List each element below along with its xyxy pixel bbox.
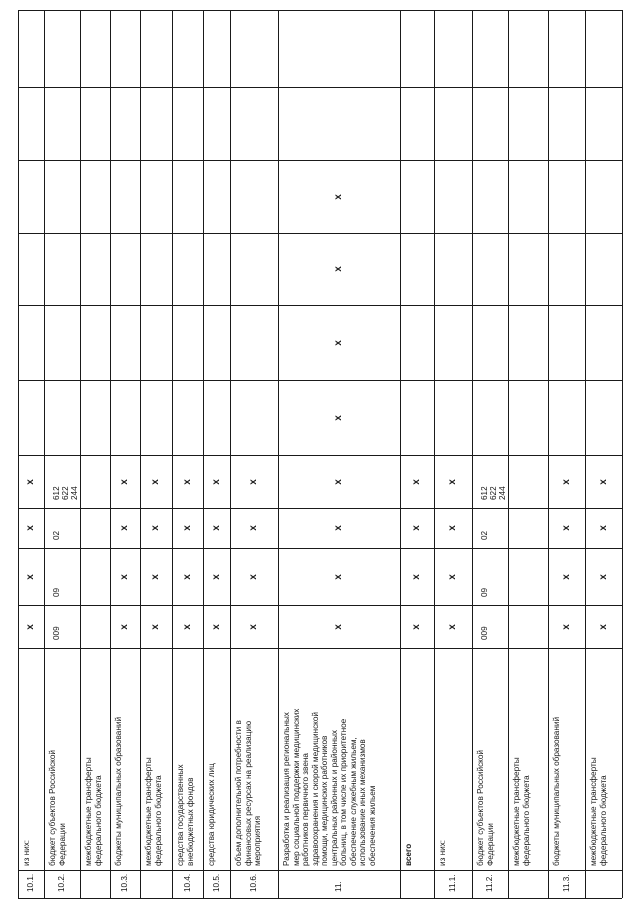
- row-name: бюджеты муниципальных образований: [114, 716, 123, 866]
- not-applicable-mark: x: [210, 573, 222, 580]
- row-name: бюджет субъектов Российской Федерации: [476, 750, 495, 866]
- row-number: 10.4.: [182, 873, 192, 892]
- not-applicable-mark: x: [181, 573, 193, 580]
- not-applicable-mark: x: [119, 623, 130, 630]
- not-applicable-mark: x: [560, 573, 572, 580]
- row-name: бюджеты муниципальных образований: [552, 716, 561, 866]
- row-number: 10.2.: [57, 873, 66, 892]
- row-name: средства государственных внебюджетных фондов: [176, 764, 195, 866]
- row-name: межбюджетные трансферты федерального бюджета: [84, 757, 103, 866]
- row-border-line: [400, 10, 401, 898]
- not-applicable-mark: x: [181, 525, 193, 531]
- not-applicable-mark: x: [597, 573, 609, 580]
- column-border-line: [18, 160, 622, 161]
- row-name: из них:: [438, 839, 447, 866]
- not-applicable-mark: x: [560, 525, 572, 531]
- row-border-line: [140, 10, 141, 898]
- not-applicable-mark: x: [25, 525, 36, 531]
- row-name: бюджет субъектов Российской Федерации: [48, 750, 67, 866]
- column-border-line: [18, 10, 622, 11]
- not-applicable-mark: x: [597, 623, 609, 630]
- row-name: из них:: [22, 839, 31, 866]
- not-applicable-mark: x: [333, 525, 344, 531]
- row-number: 10.3.: [120, 873, 129, 892]
- column-border-line: [18, 87, 622, 88]
- row-name: межбюджетные трансферты федерального бюджета: [589, 757, 608, 866]
- row-border-line: [203, 10, 204, 898]
- not-applicable-mark: x: [333, 266, 344, 272]
- not-applicable-mark: x: [181, 623, 193, 630]
- not-applicable-mark: x: [411, 573, 422, 580]
- not-applicable-mark: x: [333, 193, 344, 200]
- column-border-line: [18, 455, 622, 456]
- not-applicable-mark: x: [333, 339, 344, 346]
- row-number: 11.2.: [485, 874, 494, 892]
- row-name: межбюджетные трансферты федерального бюджета: [512, 757, 531, 866]
- row-number: 10.1.: [26, 873, 35, 892]
- row-number: 10.6.: [249, 873, 258, 892]
- row-name: средства юридических лиц: [207, 763, 216, 866]
- not-applicable-mark: x: [447, 623, 458, 630]
- not-applicable-mark: x: [210, 525, 222, 531]
- budget-code: 09: [480, 587, 489, 597]
- not-applicable-mark: x: [248, 525, 259, 531]
- not-applicable-mark: x: [597, 525, 609, 531]
- row-number: 11.: [334, 881, 343, 892]
- row-name: объем дополнительной потребности в финансовых ресурсах на реализацию мероприятия: [234, 720, 262, 866]
- not-applicable-mark: x: [25, 573, 36, 580]
- budget-code: 009: [52, 626, 61, 640]
- not-applicable-mark: x: [333, 573, 344, 580]
- column-border-line: [18, 870, 622, 871]
- not-applicable-mark: x: [447, 525, 458, 531]
- column-border-line: [18, 233, 622, 234]
- row-border-line: [548, 10, 549, 898]
- row-border-line: [585, 10, 586, 898]
- row-border-line: [18, 10, 19, 898]
- row-border-line: [172, 10, 173, 898]
- not-applicable-mark: x: [411, 623, 422, 630]
- not-applicable-mark: x: [411, 525, 422, 531]
- row-name: всего: [404, 843, 413, 866]
- not-applicable-mark: x: [25, 478, 36, 485]
- not-applicable-mark: x: [333, 414, 344, 421]
- row-number: 11.1.: [448, 874, 457, 892]
- row-name: Разработка и реализация региональных мер социальной поддержки медицинских работников первичного звена здравоохранения и скорой медицинской помощи, медицинских работников центральных районных и районных больниц, в том числе их приоритетное обеспечение служебным жильем, использование иных механизмов обеспечения жильем: [282, 708, 377, 866]
- not-applicable-mark: x: [560, 623, 572, 630]
- not-applicable-mark: x: [150, 525, 161, 531]
- budget-code: 09: [52, 587, 61, 597]
- not-applicable-mark: x: [447, 478, 458, 485]
- budget-code: 009: [480, 626, 489, 640]
- row-border-line: [44, 10, 45, 898]
- not-applicable-mark: x: [210, 478, 222, 485]
- row-border-line: [508, 10, 509, 898]
- not-applicable-mark: x: [150, 478, 161, 485]
- not-applicable-mark: x: [248, 478, 259, 485]
- not-applicable-mark: x: [181, 478, 193, 485]
- row-border-line: [80, 10, 81, 898]
- not-applicable-mark: x: [119, 478, 130, 485]
- not-applicable-mark: x: [447, 573, 458, 580]
- budget-code: 02: [480, 530, 489, 540]
- not-applicable-mark: x: [560, 478, 572, 485]
- not-applicable-mark: x: [333, 478, 344, 485]
- budget-code: 612 622 244: [480, 486, 507, 500]
- row-number: 11.3.: [561, 874, 571, 892]
- not-applicable-mark: x: [25, 623, 36, 630]
- not-applicable-mark: x: [119, 573, 130, 580]
- not-applicable-mark: x: [150, 573, 161, 580]
- column-border-line: [18, 648, 622, 649]
- not-applicable-mark: x: [333, 623, 344, 630]
- column-border-line: [18, 305, 622, 306]
- not-applicable-mark: x: [411, 478, 422, 485]
- row-border-line: [230, 10, 231, 898]
- row-border-line: [434, 10, 435, 898]
- row-name: межбюджетные трансферты федерального бюджета: [144, 757, 163, 866]
- column-border-line: [18, 605, 622, 606]
- column-border-line: [18, 898, 622, 899]
- row-border-line: [622, 10, 623, 898]
- budget-code: 612 622 244: [52, 486, 79, 500]
- row-number: 10.5.: [211, 873, 221, 892]
- not-applicable-mark: x: [210, 623, 222, 630]
- not-applicable-mark: x: [597, 478, 609, 485]
- row-border-line: [110, 10, 111, 898]
- column-border-line: [18, 508, 622, 509]
- column-border-line: [18, 548, 622, 549]
- row-border-line: [278, 10, 279, 898]
- row-border-line: [472, 10, 473, 898]
- not-applicable-mark: x: [150, 623, 161, 630]
- budget-code: 02: [52, 530, 61, 540]
- not-applicable-mark: x: [248, 623, 259, 630]
- column-border-line: [18, 380, 622, 381]
- not-applicable-mark: x: [119, 525, 130, 531]
- not-applicable-mark: x: [248, 573, 259, 580]
